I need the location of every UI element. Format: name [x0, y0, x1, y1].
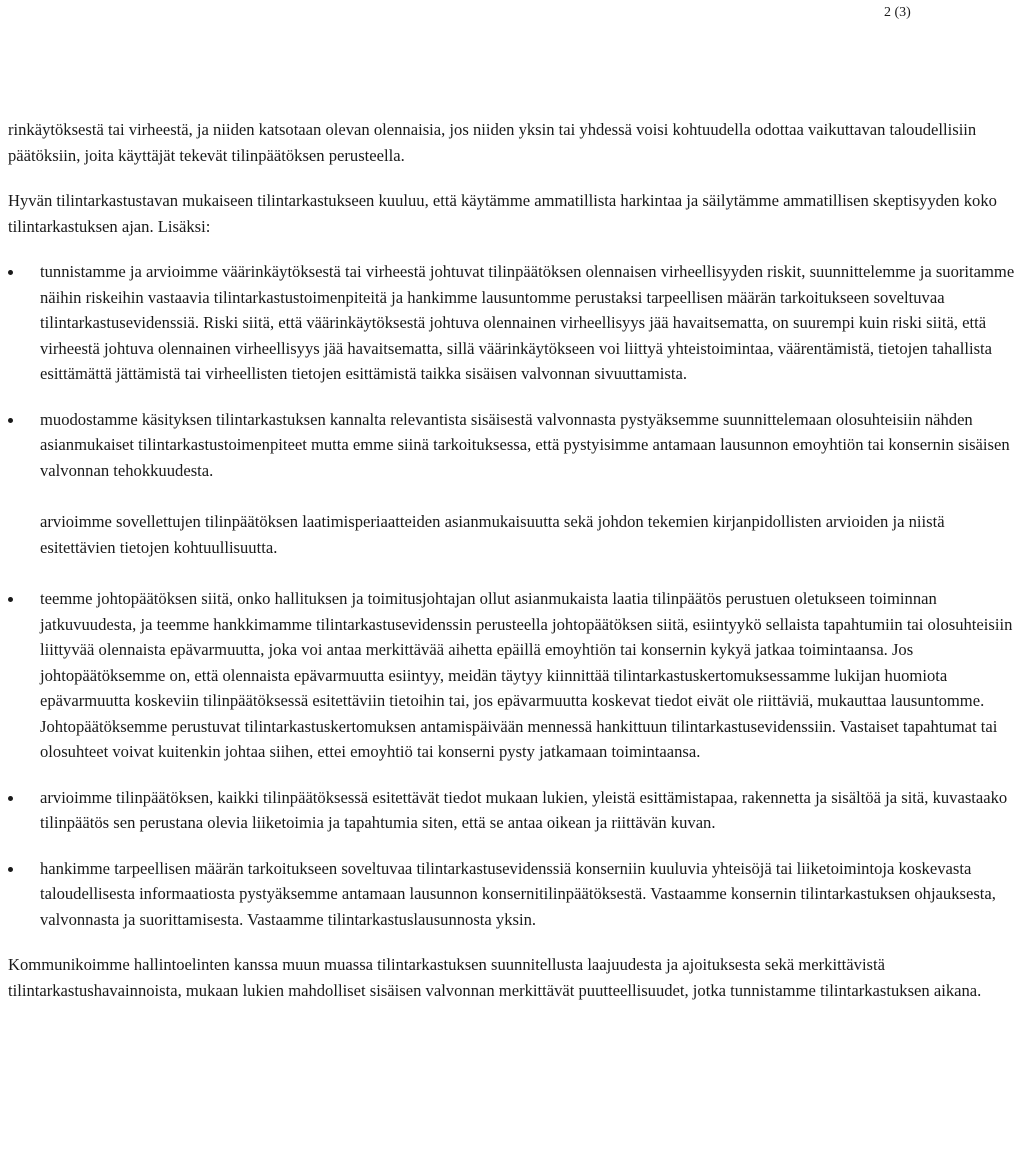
document-body — [8, 117, 1018, 1023]
list-item-text: hankimme tarpeellisen määrän tarkoitukseen soveltuvaa tilintarkastusevidenssiä konserniin kuuluvia yhteisöjä tai liiketoimintoja koskevasta taloudellisesta informaatiosta pystyäksemme antamaan lausunnon konsernitilinpäätöksestä. Vastaamme konsernin tilintarkastuksen ohjauksesta, valvonnasta ja suorittamisesta. Vastaamme tilintarkastuslausunnosta yksin. — [40, 858, 996, 929]
page-number: 2 (3) — [884, 5, 911, 20]
list-item — [8, 785, 1018, 836]
list-item-text: tunnistamme ja arvioimme väärinkäytöksestä tai virheestä johtuvat tilinpäätöksen olennaisen virheellisyyden riskit, suunnittelemme ja suoritamme näihin riskeihin vastaavia tilintarkastustoimenpiteitä ja hankimme lausuntomme perustaksi tarpeellisen määrän tarkoitukseen soveltuvaa tilintarkastusevidenssiä. Riski siitä, että väärinkäytöksestä johtuva olennainen virheellisyys jää havaitsematta, on suurempi kuin riski siitä, että virheestä johtuva olennainen virheellisyys jää havaitsematta, sillä väärinkäytökseen voi liittyä yhteistoimintaa, väärentämistä, tietojen tahallista esittämättä jättämistä tai virheellisten tietojen esittämistä taikka sisäisen valvonnan sivuuttamista. — [40, 262, 1015, 383]
list-item — [8, 586, 1018, 765]
list-item — [8, 259, 1018, 387]
list-item-text: muodostamme käsityksen tilintarkastuksen kannalta relevantista sisäisestä valvonnasta pystyäksemme suunnittelemaan olosuhteisiin nähden asianmukaiset tilintarkastustoimenpiteet mutta emme siinä tarkoituksessa, että pystyisimme antamaan lausunnon emoyhtiön tai konsernin sisäisen valvonnan tehokkuudesta. — [40, 409, 1010, 480]
closing-paragraph: Kommunikoimme hallintoelinten kanssa muun muassa tilintarkastuksen suunnitellusta laajuudesta ja ajoituksesta sekä merkittävistä tilintarkastushavainnoista, mukaan lukien mahdolliset sisäisen valvonnan merkittävät puutteellisuudet, jotka tunnistamme tilintarkastuksen aikana. — [8, 955, 982, 1000]
list-item-text: teemme johtopäätöksen siitä, onko hallituksen ja toimitusjohtajan ollut asianmukaista laatia tilinpäätös perustuen oletukseen toiminnan jatkuvuudesta, ja teemme hankkimamme tilintarkastusevidenssin perusteella johtopäätöksen siitä, esiintyykö sellaista tapahtumiin tai olosuhteisiin liittyvää olennaista epävarmuutta, joka voi antaa merkittävää aihetta epäillä emoyhtiön tai konsernin kykyä jatkaa toimintaansa. Jos johtopäätöksemme on, että olennaista epävarmuutta esiintyy, meidän täytyy kiinnittää tilintarkastuskertomuksessamme lukijan huomiota epävarmuutta koskeviin tilinpäätöksessä esitettäviin tietoihin tai, jos epävarmuutta koskevat tiedot eivät ole riittäviä, mukauttaa lausuntomme. Johtopäätöksemme perustuvat tilintarkastuskertomuksen antamispäivään mennessä hankittuun tilintarkastusevidenssiin. Vastaiset tapahtumat tai olosuhteet voivat kuitenkin johtaa siihen, ettei emoyhtiö tai konserni pysty jatkamaan toimintaansa. — [40, 589, 1013, 761]
intro-paragraph: rinkäytöksestä tai virheestä, ja niiden katsotaan olevan olennaisia, jos niiden yksin tai yhdessä voisi kohtuudella odottaa vaikuttavan taloudellisiin päätöksiin, joita käyttäjät tekevät tilinpäätöksen perusteella. — [8, 120, 977, 165]
list-item — [8, 407, 1018, 484]
list-item-text: arvioimme sovellettujen tilinpäätöksen laatimisperiaatteiden asianmukaisuutta sekä johdon tekemien kirjanpidollisten arvioiden ja niistä esitettävien tietojen kohtuullisuutta. — [40, 512, 945, 557]
list-item — [8, 856, 1018, 933]
standard-paragraph: Hyvän tilintarkastustavan mukaiseen tilintarkastukseen kuuluu, että käytämme ammatillista harkintaa ja säilytämme ammatillisen skeptisyyden koko tilintarkastuksen ajan. Lisäksi: — [8, 191, 997, 236]
list-item-text: arvioimme tilinpäätöksen, kaikki tilinpäätöksessä esitettävät tiedot mukaan lukien, yleistä esittämistapaa, rakennetta ja sisältöä ja sitä, kuvastaako tilinpäätös sen perustana olevia liiketoimia ja tapahtumia siten, että se antaa oikean ja riittävän kuvan. — [40, 787, 1008, 832]
